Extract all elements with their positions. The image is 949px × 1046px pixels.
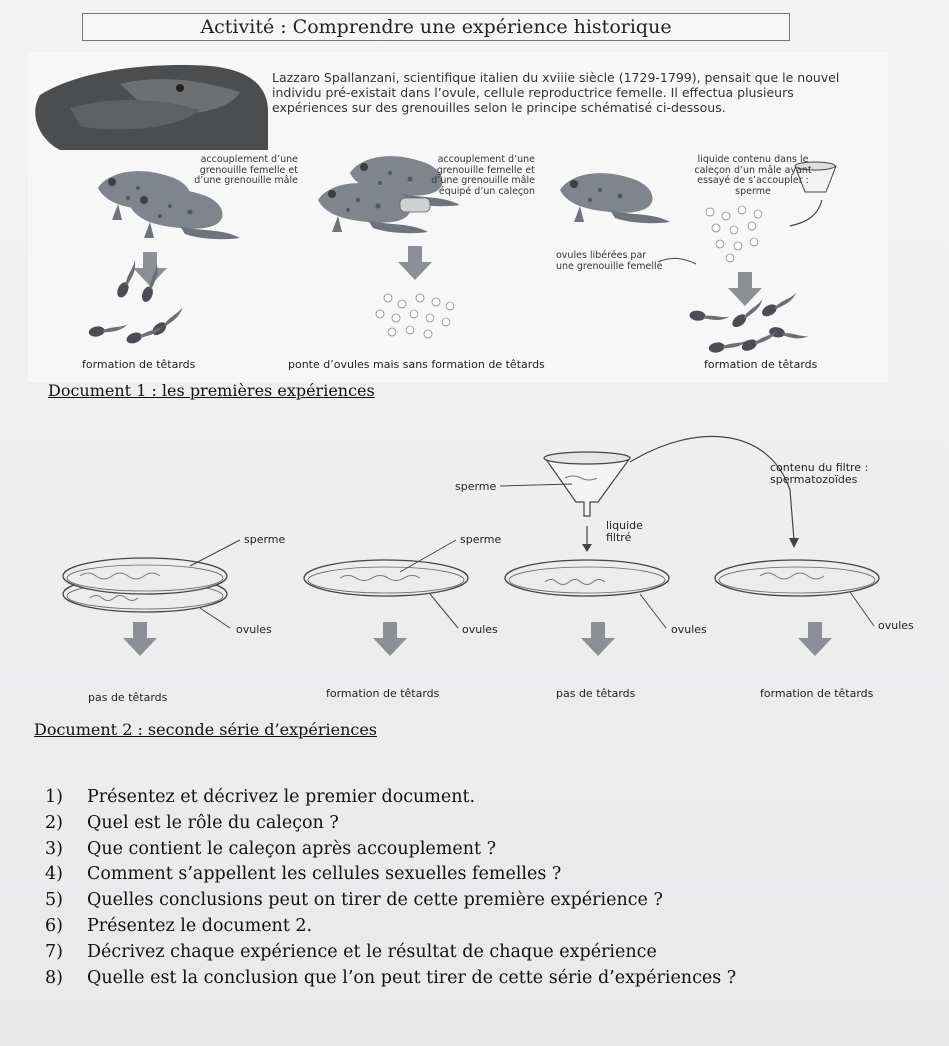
doc2-dish-1 — [63, 558, 227, 612]
doc2-dish-4 — [715, 560, 879, 596]
question-text: Présentez le document 2. — [87, 915, 313, 936]
question-number: 4) — [45, 864, 63, 885]
question-item — [45, 811, 925, 837]
doc2-arrow3-icon — [581, 622, 615, 656]
exp1-label: accouplement d’une grenouille femelle et d’une grenouille mâle — [194, 154, 298, 186]
doc2-contenu-filtre: contenu du filtre : spermatozoïdes — [770, 461, 869, 486]
frogs-photo — [35, 65, 268, 150]
question-item — [45, 914, 925, 940]
doc2-filter-content-arrowhead — [789, 538, 799, 548]
question-text: Que contient le caleçon après accouplement ? — [87, 838, 496, 859]
exp3-label: liquide contenu dans le caleçon d’un mâle ayant essayé de s’accoupler : sperme — [694, 154, 812, 197]
exp2-arrow-icon — [398, 246, 432, 280]
intro-paragraph: Lazzaro Spallanzani, scientifique italien du xviiie siècle (1729-1799), pensait que le nouvel individu pré-existait dans l’ovule, cellule reproductrice femelle. Il effectua plusieurs expériences sur des grenouilles selon le principe schématisé ci-dessous. — [272, 70, 840, 115]
question-text: Quel est le rôle du caleçon ? — [87, 812, 339, 833]
doc2-arrow4-icon — [798, 622, 832, 656]
doc2-result2: formation de têtards — [326, 687, 440, 700]
exp3-pour-arrow — [790, 200, 822, 226]
exp3-eggs — [706, 206, 762, 262]
question-number: 6) — [45, 915, 63, 936]
doc2-ovules3: ovules — [671, 623, 707, 636]
question-text: Comment s’appellent les cellules sexuelles femelles ? — [87, 864, 562, 885]
document-2-title: Document 2 : seconde série d’expériences — [34, 720, 378, 739]
question-item — [45, 862, 925, 888]
question-number: 8) — [45, 967, 63, 988]
doc2-dish-2 — [304, 560, 468, 596]
question-item — [45, 966, 925, 992]
exp2-result: ponte d’ovules mais sans formation de têtards — [288, 358, 545, 371]
exp3-arrow-icon — [728, 272, 762, 306]
exp2-eggs — [376, 294, 454, 338]
question-number: 5) — [45, 890, 63, 911]
doc2-sperme2: sperme — [460, 533, 502, 546]
exp1-arrow-icon — [133, 252, 167, 286]
question-number: 7) — [45, 941, 63, 962]
doc2-sperme1: sperme — [244, 533, 286, 546]
doc2-filtrate-arrowhead — [582, 544, 592, 552]
doc2-ovules4: ovules — [878, 619, 914, 632]
exp3-ovules-label: ovules libérées par une grenouille femelle — [556, 250, 663, 272]
question-number: 1) — [45, 787, 63, 807]
question-item — [45, 837, 925, 863]
question-text: Quelles conclusions peut on tirer de cette première expérience ? — [87, 890, 663, 911]
question-number: 3) — [45, 838, 63, 859]
exp1-result: formation de têtards — [82, 358, 196, 371]
questions-list — [45, 785, 925, 991]
exp3-result: formation de têtards — [704, 358, 818, 371]
document-1-title: Document 1 : les premières expériences — [48, 381, 375, 400]
doc2-arrow2-icon — [373, 622, 407, 656]
doc2-liquide-filtre: liquide filtré — [606, 519, 643, 544]
doc2-ovules4-pointer — [850, 592, 874, 626]
question-number: 2) — [45, 812, 63, 833]
doc2-sperme3-pointer — [500, 484, 572, 486]
exp3-frog — [560, 173, 670, 223]
question-text: Présentez et décrivez le premier document. — [87, 787, 476, 807]
doc2-sperme3: sperme — [455, 480, 497, 493]
doc2-arrow1-icon — [123, 622, 157, 656]
exp2-label: accouplement d’une grenouille femelle et d’une grenouille mâle équipé d’un caleçon — [431, 154, 535, 197]
doc2-result1: pas de têtards — [88, 691, 168, 704]
question-item — [45, 940, 925, 966]
doc2-ovules1-pointer — [200, 608, 230, 628]
doc2-ovules3-pointer — [640, 594, 666, 628]
question-item — [45, 785, 925, 811]
doc2-result4: formation de têtards — [760, 687, 874, 700]
question-item — [45, 888, 925, 914]
page-title: Activité : Comprendre une expérience historique — [82, 13, 790, 41]
doc2-ovules2: ovules — [462, 623, 498, 636]
doc2-result3: pas de têtards — [556, 687, 636, 700]
doc2-dish-3 — [505, 560, 669, 596]
doc2-ovules2-pointer — [430, 594, 458, 628]
doc2-sperme1-pointer — [190, 540, 240, 566]
doc2-ovules1: ovules — [236, 623, 272, 636]
question-text: Décrivez chaque expérience et le résultat de chaque expérience — [87, 941, 657, 962]
question-text: Quelle est la conclusion que l’on peut tirer de cette série d’expériences ? — [87, 967, 737, 988]
